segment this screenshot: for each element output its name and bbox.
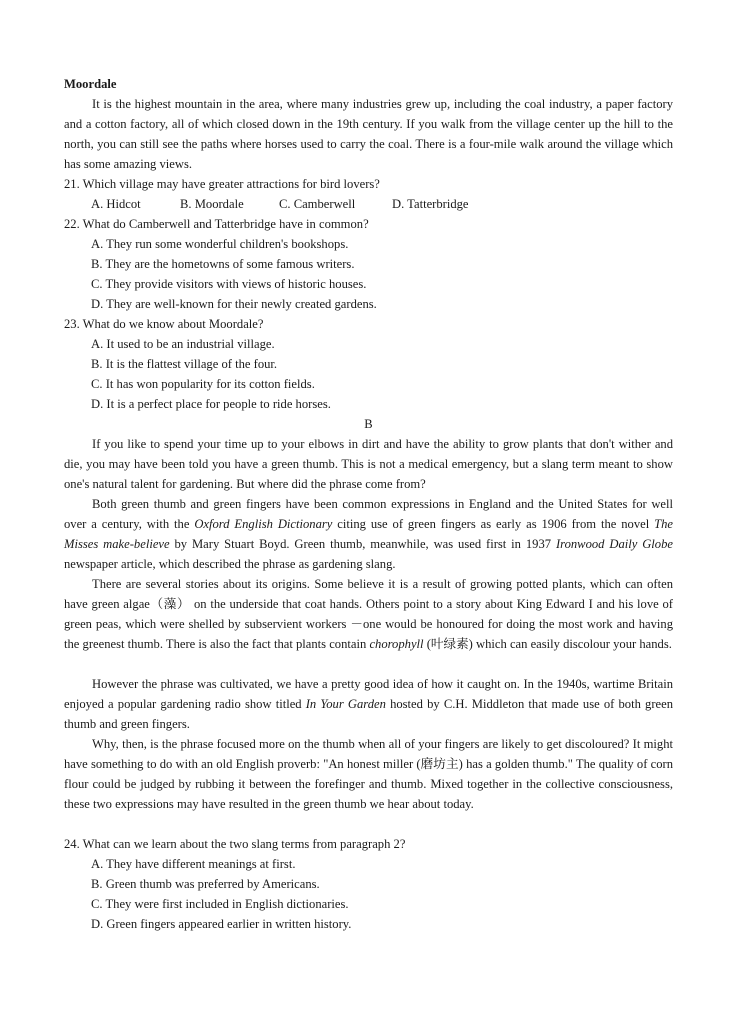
question-23-option-c: C. It has won popularity for its cotton fields. [91,377,315,391]
question-23-option-d: D. It is a perfect place for people to ride horses. [91,397,331,411]
question-24-option-c: C. They were first included in English dictionaries. [91,897,349,911]
radio-show-title: In Your Garden [305,697,386,711]
question-21-option-c: C. Camberwell [279,197,356,211]
question-22-option-c: C. They provide visitors with views of historic houses. [91,277,367,291]
passage-b-paragraph-2: Both green thumb and green fingers have been common expressions in England and the United States for well over a century, with the Oxford English Dictionary citing use of green fingers as early as 1906 from the novel The Misses make-believe by Mary Stuart Boyd. Green thumb, meanwhile, was used first in 1937 Ironwood Daily Globe newspaper article, which described the phrase as gardening slang. [64,497,674,571]
question-21-option-d: D. Tatterbridge [392,197,469,211]
question-23-option-b: B. It is the flattest village of the four. [91,357,278,371]
passage-b-paragraph-4: However the phrase was cultivated, we have a pretty good idea of how it caught on. In the 1940s, wartime Britain enjoyed a popular gardening radio show titled In Your Garden hosted by C.H. Middleton that made use of both green thumb and green fingers. [64,677,674,731]
question-24-option-d: D. Green fingers appeared earlier in written history. [91,917,352,931]
newspaper-title: Ironwood Daily Globe [555,537,673,551]
question-24-stem: 24. What can we learn about the two slang terms from paragraph 2? [64,837,406,851]
novel-title: The Misses make-believe [64,517,674,551]
question-22-option-b: B. They are the hometowns of some famous writers. [91,257,355,271]
question-21-option-a: A. Hidcot [91,197,141,211]
passage-b-paragraph-1: If you like to spend your time up to your elbows in dirt and have the ability to grow plants that don't wither and die, you may have been told you have a green thumb. This is not a medical emergency, but a slang term meant to show one's natural talent for gardening. But where did the phrase come from? [64,437,673,491]
passage-b-label: B [364,417,373,431]
question-24-option-a: A. They have different meanings at first. [91,857,296,871]
question-21-options [91,194,469,214]
question-21-stem: 21. Which village may have greater attractions for bird lovers? [64,177,380,191]
question-21-option-b: B. Moordale [180,197,244,211]
oxford-dictionary-title: Oxford English Dictionary [194,517,333,531]
question-22-stem: 22. What do Camberwell and Tatterbridge have in common? [64,217,369,231]
question-22-option-d: D. They are well-known for their newly created gardens. [91,297,377,311]
chorophyll-term: chorophyll [369,637,424,651]
question-23-option-a: A. It used to be an industrial village. [91,337,275,351]
passage-b-paragraph-5: Why, then, is the phrase focused more on the thumb when all of your fingers are likely to get discoloured? It might have something to do with an old English proverb: "An honest miller (磨坊主) has a golden thumb." The quality of corn flour could be judged by rubbing it between the forefinger and thumb. Mixed together in the collective consciousness, these two expressions may have resulted in the green thumb we hear about today. [64,737,673,811]
question-24-option-b: B. Green thumb was preferred by Americans. [91,877,320,891]
question-22-option-a: A. They run some wonderful children's bookshops. [91,237,349,251]
village-heading-moordale: Moordale [64,77,117,91]
question-23-stem: 23. What do we know about Moordale? [64,317,264,331]
passage-b-paragraph-3: There are several stories about its origins. Some believe it is a result of growing potted plants, which can often have green algae（藻） on the underside that coat hands. Others point to a story about King Edward I and his love of green peas, which were shelled by subservient workers －one would be honoured for doing the most work and having the greenest thumb. There is also the fact that plants contain chorophyll (叶绿素) which can easily discolour your hands. [64,577,673,651]
moordale-paragraph: It is the highest mountain in the area, where many industries grew up, including the coal industry, a paper factory and a cotton factory, all of which closed down in the 19th century. If you walk from the village center up the hill to the north, you can still see the paths where horses used to carry the coal. There is a four-mile walk around the village which has some amazing views. [64,97,673,171]
